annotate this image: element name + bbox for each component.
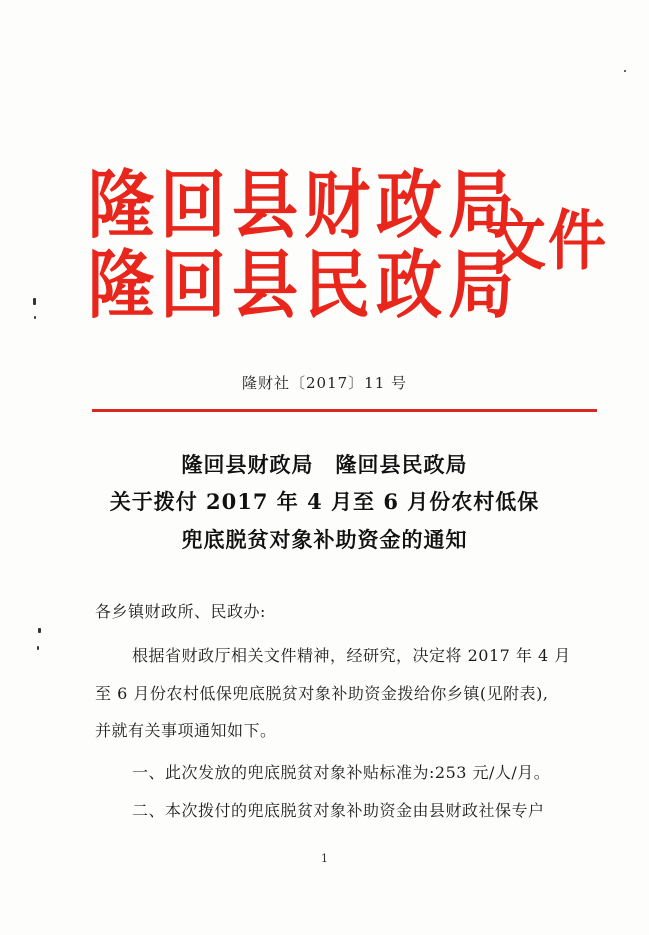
salutation: 各乡镇财政所、民政办:	[95, 602, 266, 621]
masthead-document-word: 文件	[488, 202, 609, 279]
masthead-org-finance-bureau: 隆回县财政局	[88, 161, 520, 249]
red-separator-rule	[92, 409, 597, 412]
body-item-1: 一、此次发放的兜底脱贫对象补贴标准为:253 元/人/月。	[132, 763, 551, 782]
body-paragraph-line-2: 至 6 月份农村低保兜底脱贫对象补助资金拨给你乡镇(见附表),	[95, 684, 549, 703]
scan-speck	[624, 70, 626, 72]
red-masthead	[88, 158, 608, 328]
scan-speck	[33, 298, 36, 305]
page-number: 1	[321, 852, 328, 865]
scan-speck	[37, 646, 39, 650]
masthead-org-civil-affairs-bureau: 隆回县民政局	[88, 241, 520, 329]
scan-speck	[38, 628, 41, 633]
body-paragraph-line-1: 根据省财政厅相关文件精神，经研究，决定将 2017 年 4 月	[132, 646, 571, 665]
title-line-3: 兜底脱贫对象补助资金的通知	[181, 527, 468, 552]
body-paragraph-line-3: 并就有关事项通知如下。	[95, 721, 277, 740]
scan-speck	[34, 316, 36, 319]
document-number: 隆财社〔2017〕11 号	[241, 374, 408, 392]
title-line-1: 隆回县财政局 隆回县民政局	[181, 452, 468, 477]
body-item-2: 二、本次拨付的兜底脱贫对象补助资金由县财政社保专户	[132, 801, 545, 820]
title-line-2: 关于拨付 2017 年 4 月至 6 月份农村低保	[109, 489, 540, 514]
